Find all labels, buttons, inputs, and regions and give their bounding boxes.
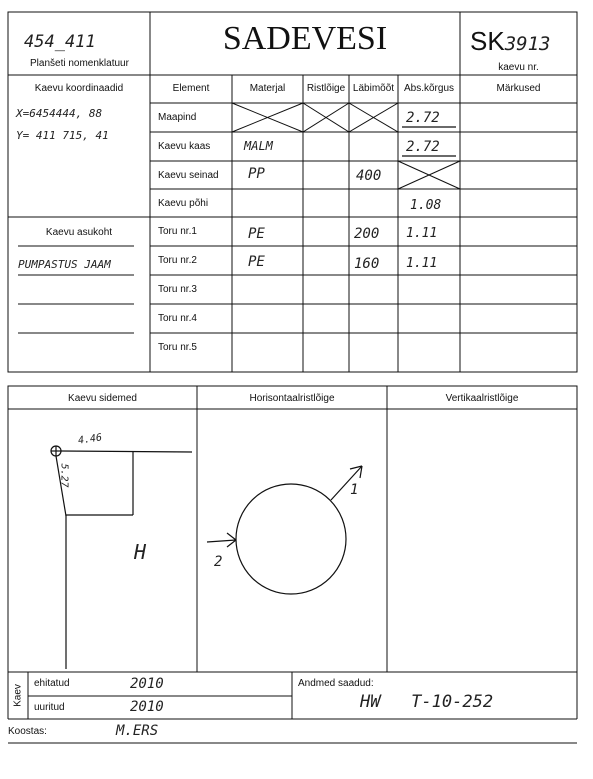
horizontal-section-label: Horisontaalristlõige [249, 393, 335, 404]
pipe-1-label: 1 [350, 482, 359, 498]
col-header-diameter: Läbimõõt [352, 83, 395, 94]
built-label: ehitatud [34, 678, 70, 689]
height-value: 1.11 [406, 226, 438, 241]
col-header-section: Ristlõige [306, 83, 346, 94]
compiled-label: Koostas: [8, 726, 47, 737]
surveyed-label: uuritud [34, 702, 65, 713]
material-value: PE [248, 254, 265, 270]
col-header-notes: Märkused [496, 83, 541, 94]
built-value: 2010 [130, 676, 164, 692]
building-mark: H [134, 540, 147, 564]
material-value: PP [248, 166, 265, 182]
connections-label: Kaevu sidemed [68, 393, 137, 404]
well-prefix: SK [470, 26, 505, 56]
material-value: PE [248, 226, 265, 242]
table-row-element: Toru nr.1 [158, 226, 197, 237]
height-value: 1.08 [410, 198, 442, 213]
diameter-value: 400 [356, 168, 382, 184]
compiled-value: M.ERS [116, 723, 159, 739]
height-value: 1.11 [406, 256, 438, 271]
data-source-label: Andmed saadud: [298, 678, 374, 689]
coordinate-x: X=6454444, 88 [16, 107, 103, 120]
connections-sketch [51, 446, 192, 669]
horizontal-section-sketch [207, 466, 362, 594]
table-row-element: Kaevu seinad [158, 170, 219, 181]
footer-side-label: Kaev [12, 684, 24, 707]
diameter-value: 160 [354, 256, 380, 272]
table-row-element: Kaevu kaas [158, 141, 211, 152]
data-source-value: HW T-10-252 [360, 692, 494, 712]
sheet-number: 454_411 [24, 32, 96, 52]
col-header-element: Element [172, 83, 210, 94]
dimension-vertical: 5.27 [58, 463, 70, 488]
height-value: 2.72 [406, 139, 440, 155]
surveyed-value: 2010 [130, 699, 164, 715]
diameter-value: 200 [354, 226, 380, 242]
location-value: PUMPASTUS JAAM [18, 258, 111, 271]
well-label: kaevu nr. [498, 62, 539, 73]
vertical-section-label: Vertikaalristlõige [445, 393, 519, 404]
table-row-element: Toru nr.3 [158, 284, 197, 295]
form-title: SADEVESI [222, 20, 388, 57]
location-label: Kaevu asukoht [45, 227, 113, 238]
coordinate-y: Y= 411 715, 41 [16, 129, 109, 142]
table-row-element: Toru nr.4 [158, 313, 197, 324]
table-row-element: Toru nr.5 [158, 342, 197, 353]
table-row-element: Maapind [158, 112, 197, 123]
col-header-material: Materjal [249, 83, 286, 94]
table-row-element: Kaevu põhi [158, 198, 209, 209]
diagram-frame [8, 386, 577, 672]
table-row-element: Toru nr.2 [158, 255, 197, 266]
sheet-label: Planšeti nomenklatuur [30, 58, 129, 69]
well-number-block [470, 26, 550, 57]
height-value: 2.72 [406, 110, 440, 126]
coordinates-label: Kaevu koordinaadid [34, 83, 124, 94]
pipe-2-label: 2 [214, 554, 223, 570]
dimension-horizontal: 4.46 [77, 432, 103, 447]
material-value: MALM [244, 139, 273, 153]
well-number: 3913 [504, 33, 551, 55]
col-header-height: Abs.kõrgus [403, 83, 455, 94]
